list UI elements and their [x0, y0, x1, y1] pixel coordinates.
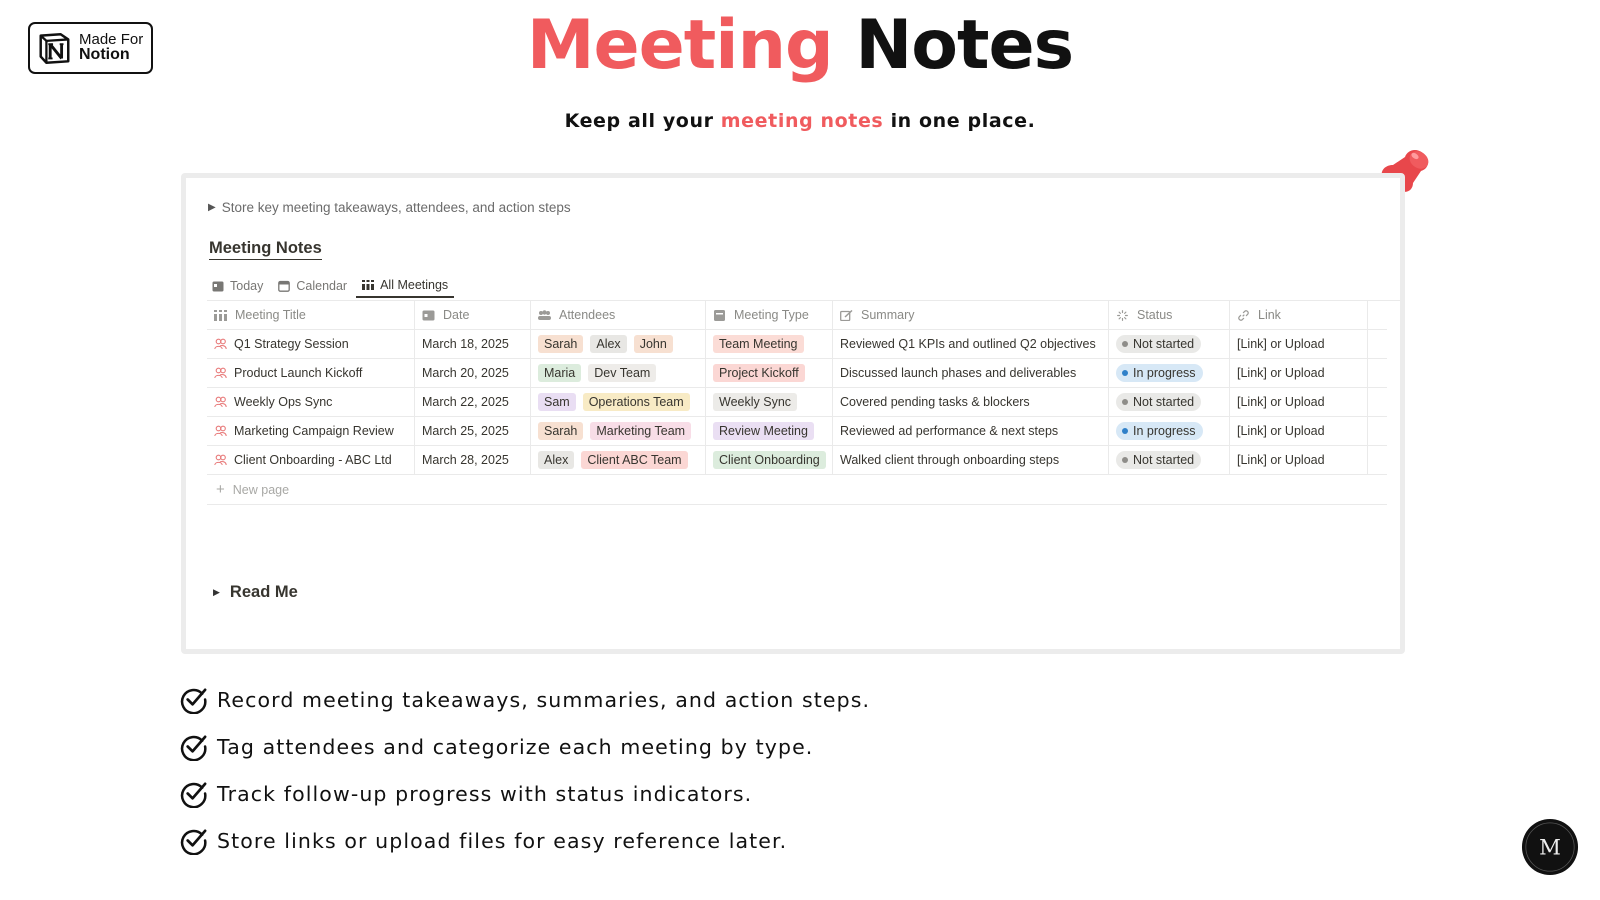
- attendee-tag: Client ABC Team: [581, 451, 687, 469]
- people-icon: [538, 310, 551, 321]
- meeting-people-icon: [214, 367, 227, 379]
- meeting-title: Q1 Strategy Session: [234, 337, 349, 351]
- meeting-title: Marketing Campaign Review: [234, 424, 394, 438]
- cell-status[interactable]: [1109, 446, 1230, 474]
- meeting-date: March 22, 2025: [422, 395, 509, 409]
- cell-summary[interactable]: [833, 388, 1109, 416]
- table-icon: [362, 279, 374, 291]
- plus-icon: +: [216, 481, 225, 498]
- meeting-summary: Covered pending tasks & blockers: [840, 395, 1030, 409]
- cell-date[interactable]: [415, 388, 531, 416]
- status-dot-icon: [1122, 341, 1128, 347]
- tab-all-meetings[interactable]: [356, 274, 454, 298]
- cell-meeting-type[interactable]: [706, 359, 833, 387]
- check-circle-icon: [179, 685, 208, 714]
- status-dot-icon: [1122, 457, 1128, 463]
- link-text: [Link] or Upload: [1237, 337, 1325, 351]
- column-header-date[interactable]: [415, 301, 531, 329]
- brand-logo-letter: M: [1539, 835, 1561, 861]
- cell-meeting-type[interactable]: [706, 417, 833, 445]
- table-header-row: [207, 301, 1387, 330]
- status-icon: [1116, 310, 1129, 321]
- meeting-summary: Discussed launch phases and deliverables: [840, 366, 1077, 380]
- meeting-date: March 28, 2025: [422, 453, 509, 467]
- cell-attendees[interactable]: [531, 359, 706, 387]
- new-page-label: New page: [232, 482, 290, 497]
- meeting-type-tag: Client Onboarding: [713, 451, 826, 469]
- link-text: [Link] or Upload: [1237, 366, 1325, 380]
- cell-attendees[interactable]: [531, 388, 706, 416]
- cell-status[interactable]: [1109, 388, 1230, 416]
- cell-link[interactable]: [1230, 446, 1368, 474]
- status-badge: [1116, 393, 1201, 411]
- cell-link[interactable]: [1230, 359, 1368, 387]
- column-header-label: Attendees: [559, 308, 616, 322]
- cell-summary[interactable]: [833, 359, 1109, 387]
- notion-page-card: [181, 173, 1405, 654]
- status-label: Not started: [1133, 453, 1195, 467]
- toggle-triangle-icon[interactable]: ▶: [213, 587, 220, 597]
- cell-meeting-title[interactable]: [207, 417, 415, 445]
- view-tabs: [212, 274, 469, 300]
- column-header-label: Summary: [861, 308, 915, 322]
- cell-spacer: [1368, 388, 1387, 416]
- cell-spacer: [1368, 330, 1387, 358]
- cell-link[interactable]: [1230, 330, 1368, 358]
- meeting-type-tag: Project Kickoff: [713, 364, 805, 382]
- meeting-people-icon: [214, 396, 227, 408]
- attendee-tag: Sarah: [538, 422, 583, 440]
- status-label: In progress: [1133, 424, 1196, 438]
- table-row[interactable]: [207, 330, 1387, 359]
- column-header-label: Meeting Title: [235, 308, 306, 322]
- cell-meeting-type[interactable]: [706, 388, 833, 416]
- cell-meeting-type[interactable]: [706, 446, 833, 474]
- tab-calendar-label: Calendar: [296, 279, 348, 293]
- meeting-people-icon: [214, 425, 227, 437]
- cell-meeting-title[interactable]: [207, 388, 415, 416]
- meeting-summary: Reviewed Q1 KPIs and outlined Q2 objectives: [840, 337, 1096, 351]
- link-text: [Link] or Upload: [1237, 424, 1325, 438]
- cell-meeting-title[interactable]: [207, 359, 415, 387]
- cell-attendees[interactable]: [531, 446, 706, 474]
- attendee-tag: Maria: [538, 364, 581, 382]
- column-header-spacer: [1368, 301, 1387, 329]
- badge-line-1: Made For: [79, 30, 144, 48]
- column-header-summary[interactable]: [833, 301, 1109, 329]
- attendee-tag: Alex: [538, 451, 574, 469]
- status-label: Not started: [1133, 395, 1195, 409]
- table-row[interactable]: [207, 388, 1387, 417]
- column-header-attendees[interactable]: [531, 301, 706, 329]
- attendee-tag: Sarah: [538, 335, 583, 353]
- meeting-type-tag: Team Meeting: [713, 335, 804, 353]
- feature-item: [179, 723, 870, 770]
- cell-date[interactable]: [415, 446, 531, 474]
- date-icon: [422, 310, 435, 321]
- status-label: Not started: [1133, 337, 1195, 351]
- meetings-table: [207, 301, 1387, 505]
- tab-today[interactable]: [212, 274, 263, 298]
- description-toggle-text: Store key meeting takeaways, attendees, and action steps: [221, 200, 571, 215]
- cell-link[interactable]: [1230, 417, 1368, 445]
- status-dot-icon: [1122, 428, 1128, 434]
- subtitle-after: in one place.: [883, 110, 1036, 132]
- link-icon: [1237, 310, 1250, 321]
- cell-summary[interactable]: [833, 417, 1109, 445]
- check-circle-icon: [179, 732, 208, 761]
- column-header-meeting-type[interactable]: [706, 301, 833, 329]
- column-header-label: Meeting Type: [734, 308, 809, 322]
- feature-item: [179, 676, 870, 723]
- attendee-tag: Operations Team: [583, 393, 690, 411]
- cell-meeting-type[interactable]: [706, 330, 833, 358]
- status-badge: [1116, 335, 1201, 353]
- calendar-icon: [278, 280, 290, 292]
- feature-item: [179, 817, 870, 864]
- read-me-label: Read Me: [229, 583, 298, 601]
- column-header-status[interactable]: [1109, 301, 1230, 329]
- tab-all-meetings-label: All Meetings: [380, 278, 449, 292]
- cell-link[interactable]: [1230, 388, 1368, 416]
- status-dot-icon: [1122, 370, 1128, 376]
- column-header-link[interactable]: [1230, 301, 1368, 329]
- status-badge: [1116, 364, 1203, 382]
- toggle-triangle-icon[interactable]: ▶: [208, 202, 216, 213]
- status-badge: [1116, 422, 1203, 440]
- status-dot-icon: [1122, 399, 1128, 405]
- cell-date[interactable]: [415, 417, 531, 445]
- cell-status[interactable]: [1109, 330, 1230, 358]
- meeting-type-tag: Weekly Sync: [713, 393, 797, 411]
- page-title-accent: Meeting: [526, 6, 833, 85]
- cell-date[interactable]: [415, 330, 531, 358]
- status-badge: [1116, 451, 1201, 469]
- attendee-tag: Dev Team: [588, 364, 656, 382]
- meeting-date: March 20, 2025: [422, 366, 509, 380]
- cell-attendees[interactable]: [531, 417, 706, 445]
- meeting-title: Weekly Ops Sync: [234, 395, 333, 409]
- brand-logo-icon: [1521, 818, 1579, 876]
- meeting-summary: Reviewed ad performance & next steps: [840, 424, 1059, 438]
- feature-text: Record meeting takeaways, summaries, and action steps.: [217, 687, 871, 712]
- meeting-date: March 18, 2025: [422, 337, 509, 351]
- title-icon: [214, 310, 227, 321]
- meeting-summary: Walked client through onboarding steps: [840, 453, 1060, 467]
- attendee-tag: Alex: [590, 335, 626, 353]
- page-title: [0, 6, 1600, 85]
- attendee-tag: John: [634, 335, 673, 353]
- table-row[interactable]: [207, 417, 1387, 446]
- link-text: [Link] or Upload: [1237, 453, 1325, 467]
- cell-attendees[interactable]: [531, 330, 706, 358]
- link-text: [Link] or Upload: [1237, 395, 1325, 409]
- cell-summary[interactable]: [833, 330, 1109, 358]
- database-title[interactable]: Meeting Notes: [209, 239, 322, 260]
- page-subtitle: [0, 110, 1600, 132]
- text-icon: [840, 310, 853, 321]
- table-row[interactable]: [207, 359, 1387, 388]
- attendee-tag: Marketing Team: [590, 422, 691, 440]
- select-icon: [713, 310, 726, 321]
- meeting-type-tag: Review Meeting: [713, 422, 814, 440]
- status-label: In progress: [1133, 366, 1196, 380]
- feature-text: Tag attendees and categorize each meeting by type.: [217, 734, 814, 759]
- tab-today-label: Today: [230, 279, 264, 293]
- column-header-label: Date: [443, 308, 470, 322]
- attendee-tag: Sam: [538, 393, 576, 411]
- check-circle-icon: [179, 826, 208, 855]
- cell-meeting-title[interactable]: [207, 330, 415, 358]
- column-header-label: Status: [1137, 308, 1173, 322]
- column-header-label: Link: [1258, 308, 1281, 322]
- table-row[interactable]: [207, 446, 1387, 475]
- check-circle-icon: [179, 779, 208, 808]
- cell-summary[interactable]: [833, 446, 1109, 474]
- cell-spacer: [1368, 446, 1387, 474]
- feature-item: [179, 770, 870, 817]
- calendar-day-icon: [212, 280, 224, 292]
- read-me-toggle[interactable]: [213, 583, 298, 602]
- meeting-date: March 25, 2025: [422, 424, 509, 438]
- cell-status[interactable]: [1109, 359, 1230, 387]
- meeting-title: Product Launch Kickoff: [234, 366, 363, 380]
- description-toggle[interactable]: [208, 200, 571, 215]
- cell-date[interactable]: [415, 359, 531, 387]
- page-title-rest: Notes: [855, 6, 1074, 85]
- cell-spacer: [1368, 359, 1387, 387]
- cell-spacer: [1368, 417, 1387, 445]
- subtitle-before: Keep all your: [564, 110, 721, 132]
- feature-list: [179, 676, 870, 864]
- subtitle-accent: meeting notes: [720, 110, 884, 132]
- cell-meeting-title[interactable]: [207, 446, 415, 474]
- feature-text: Track follow-up progress with status indicators.: [217, 781, 753, 806]
- table-body: [207, 330, 1387, 475]
- cell-status[interactable]: [1109, 417, 1230, 445]
- column-header-meeting-title[interactable]: [207, 301, 415, 329]
- tab-calendar[interactable]: [278, 274, 347, 298]
- badge-line-2: Notion: [79, 46, 130, 64]
- meeting-title: Client Onboarding - ABC Ltd: [234, 453, 392, 467]
- feature-text: Store links or upload files for easy reference later.: [217, 828, 788, 853]
- meeting-people-icon: [214, 454, 227, 466]
- meeting-people-icon: [214, 338, 227, 350]
- new-page-button[interactable]: [207, 475, 1387, 505]
